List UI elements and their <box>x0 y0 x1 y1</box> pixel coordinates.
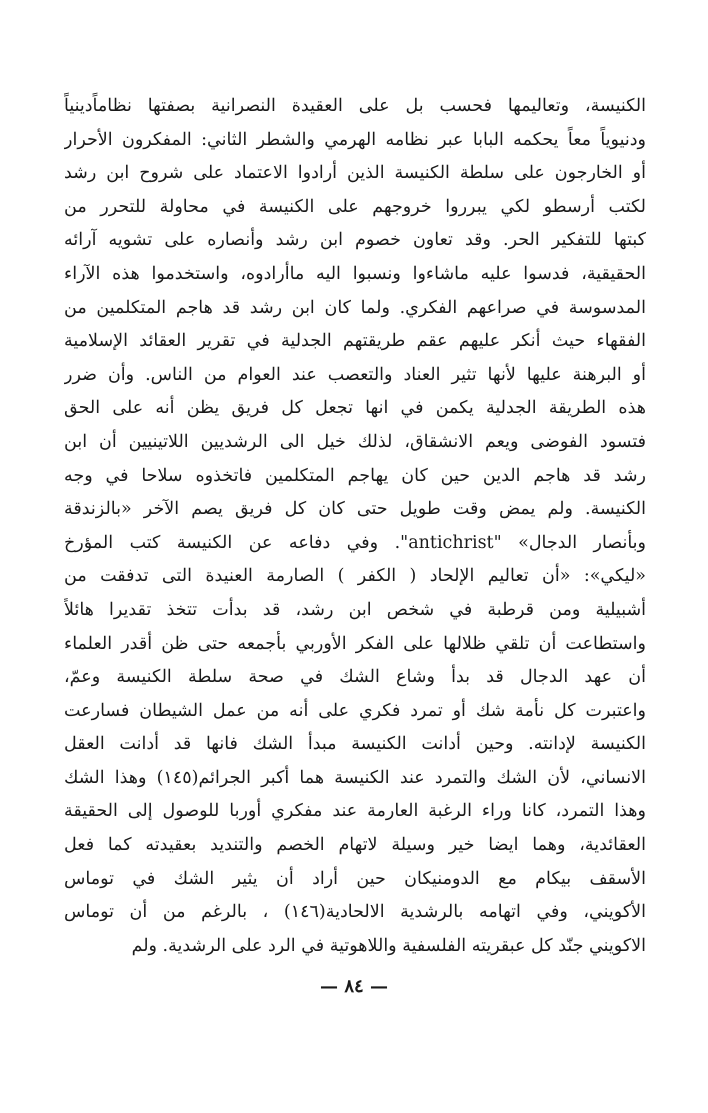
text-line: واستطاعت أن تلقي ظلالها على الفكر الأوربي بأجمعه حتى ظن أقدر العلماء <box>64 633 646 654</box>
text-line: ودنيوياً معاً يحكمه البابا عبر نظامه الهرمي والشطر الثاني: المفكرون الأحرار <box>64 129 646 150</box>
text-line: الكنيسة، وتعاليمها فحسب بل على العقيدة النصرانية بصفتها نظاماًدينياً <box>64 96 646 116</box>
text-line: رشد قد هاجم الدين حين كان يهاجم المتكلمين فاتخذوه سلاحا في وجه <box>64 465 646 486</box>
text-line: الحقيقية، فدسوا عليه ماشاءوا ونسبوا اليه ماأرادوه، واستخدموا هذه الآراء <box>64 263 646 284</box>
body-text <box>64 90 646 963</box>
text-line: الكنيسة. ولم يمض وقت طويل حتى كان كل فريق يصم الآخر «بالزندقة <box>64 499 646 520</box>
text-line: «ليكي»: «أن تعاليم الإلحاد ( الكفر ) الصارمة العنيدة التى تدفقت من <box>64 566 646 587</box>
text-line: الأسقف بيكام مع الدومنيكان حين أراد أن يثير الشك في توماس <box>64 868 646 889</box>
text-line: هذه الطريقة الجدلية يكمن في انها تجعل كل فريق يظن أنه على الحق <box>64 398 646 419</box>
page-number: — ٨٤ — <box>320 976 388 997</box>
text-line: لكتب أرسطو لكي يبرروا خروجهم على الكنيسة في محاولة للتحرر من <box>64 196 646 217</box>
text-line: وهذا التمرد، كانا وراء الرغبة العارمة عند مفكري أوربا للوصول إلى الحقيقة <box>64 801 646 822</box>
text-line: أو الخارجون على سلطة الكنيسة الذين أرادوا الاعتماد على شروح ابن رشد <box>64 163 646 184</box>
text-line: كبتها للتفكير الحر. وقد تعاون خصوم ابن رشد وأنصاره على تشويه آرائه <box>64 230 646 251</box>
text-line: الاكويني جنّد كل عبقريته الفلسفية واللاهوتية في الرد على الرشدية. ولم <box>131 935 646 956</box>
text-line: المدسوسة في صراعهم الفكري. ولما كان ابن رشد قد هاجم المتكلمين من <box>64 297 646 318</box>
text-line: الأكويني، وفي اتهامه بالرشدية الالحادية(١٤٦) ، بالرغم من أن توماس <box>64 902 646 923</box>
text-line: الفقهاء حيث أنكر عليهم عقم طريقتهم الجدلية في تقرير العقائد الإسلامية <box>64 331 646 352</box>
text-line: وبأنصار الدجال» "antichrist". وفي دفاعه عن الكنيسة كتب المؤرخ <box>64 532 646 553</box>
text-line: أن عهد الدجال قد بدأ وشاع الشك في صحة سلطة الكنيسة وعمّ، <box>64 667 646 688</box>
text-line: العقائدية، وهما ايضا خير وسيلة لاتهام الخصم والتنديد بعقيدته كما فعل <box>64 835 646 856</box>
text-line: فتسود الفوضى ويعم الانشقاق، لذلك خيل الى الرشديين اللاتينيين أن ابن <box>64 431 646 452</box>
text-line: واعتبرت كل نأمة شك أو تمرد فكري على أنه من عمل الشيطان فسارعت <box>64 700 646 721</box>
text-line: الانساني، لأن الشك والتمرد عند الكنيسة هما أكبر الجرائم(١٤٥) وهذا الشك <box>64 767 646 788</box>
text-line: أو البرهنة عليها لأنها تثير العناد والتعصب عند العوام من الناس. وأن ضرر <box>64 364 646 385</box>
text-line: الكنيسة لإدانته. وحين أدانت الكنيسة مبدأ الشك فانها قد أدانت العقل <box>64 734 646 755</box>
text-line: أشبيلية ومن قرطبة في شخص ابن رشد، قد بدأت تتخذ تقديرا هائلاً <box>64 599 646 620</box>
